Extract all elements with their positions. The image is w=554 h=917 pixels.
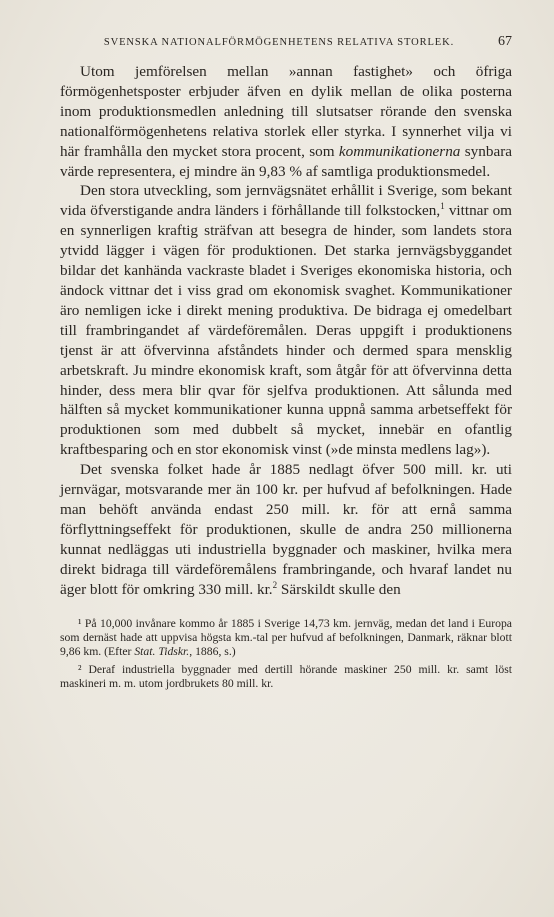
page-number: 67 [498,34,512,49]
paragraph-text: synbara värde representera, ej mindre än 9,83 % af samtliga produktionsmedel. [60,142,512,180]
footnote [60,663,512,691]
body-text [60,62,512,599]
footnote-marker: 1 [440,201,445,212]
emphasis-text: kommunikationerna [338,142,461,160]
paragraph [60,460,512,599]
footnote [60,617,512,659]
footnote-text: , 1886, s.) [189,645,236,659]
paragraph-text: Det svenska folket hade år 1885 nedlagt öfver 500 mill. kr. uti jernvägar, motsvarande mer än 100 kr. per hufvud af befolkningen. Hade man behöft använda endast 250 mill. kr. för att ernå samma förflyttningseffekt för produktionen, skulle de andra 250 millionerna kunnat nedläggas uti industriella byggnader och maskiner, hvilka mera direkt bidraga till värdeföremålens frambringande, och hvaraf landet nu äger blott för omkring 330 mill. kr. [60,461,512,598]
paragraph [60,181,512,460]
footnote-emphasis: Stat. Tidskr. [134,645,190,659]
paragraph-text: vittnar om en synnerligen kraftig sträfvan att besegra de hinder, som landets stora ytvidd lägger i vägen för produktionen. Det starka jernvägsbyggandet bildar det kanhända vackraste bladet i Sveriges ekonomiska historia, och ändock vittnar det i viss grad om ekonomisk svaghet. Kommunikationer äro nemligen icke i direkt mening produktiva. De bidraga ej omedelbart till frambringandet af värdeföremålen. Deras uppgift i produktionens tjenst är att öfvervinna afståndets hinder och dermed spara mensklig arbetskraft. Ju mindre ekonomisk kraft, som åtgår för att öfvervinna detta hinder, dess mera blir qvar för sjelfva produktionen. Att sålunda med hälften så mycket kommunikationer kunna uppnå samma arbetseffekt för produktionen som med dubbelt så mycket, innebär en ofantlig kraftbesparing och en stor ekonomisk vinst (»de minsta medlens lag»). [60,202,512,459]
footnote-marker: 2 [272,579,278,590]
footnote-text: ¹ På 10,000 invånare kommo år 1885 i Sverige 14,73 km. jernväg, medan det land i Europa som dernäst hade att uppvisa högsta km.-tal per hufvud af befolkningen, Danmark, räknar blott 9,86 km. (Efter [60,617,512,659]
page-header [60,34,512,58]
footnotes [60,617,512,691]
paragraph-text: Särskildt skulle den [277,580,401,598]
paragraph-text: Den stora utveckling, som jernvägsnätet erhållit i Sverige, som bekant vida öfverstigande andra länders i förhållande till folkstocken, [60,182,512,220]
paragraph [60,62,512,181]
paragraph-text: Utom jemförelsen mellan »annan fastighet» och öfriga förmögenhetsposter erbjuder äfven en dylik mellan de olika posterna inom produktionsmedlen anledning till slutsatser rörande den svenska nationalförmögenhetens relativa storlek eller styrka. I synnerhet vilja vi här framhålla den mycket stora procent, som [60,63,512,160]
footnote-text: ² Deraf industriella byggnader med dertill hörande maskiner 250 mill. kr. samt löst maskineri m. m. utom jordbrukets 80 mill. kr. [60,663,512,691]
running-head: SVENSKA NATIONALFÖRMÖGENHETENS RELATIVA STORLEK. [103,37,455,48]
